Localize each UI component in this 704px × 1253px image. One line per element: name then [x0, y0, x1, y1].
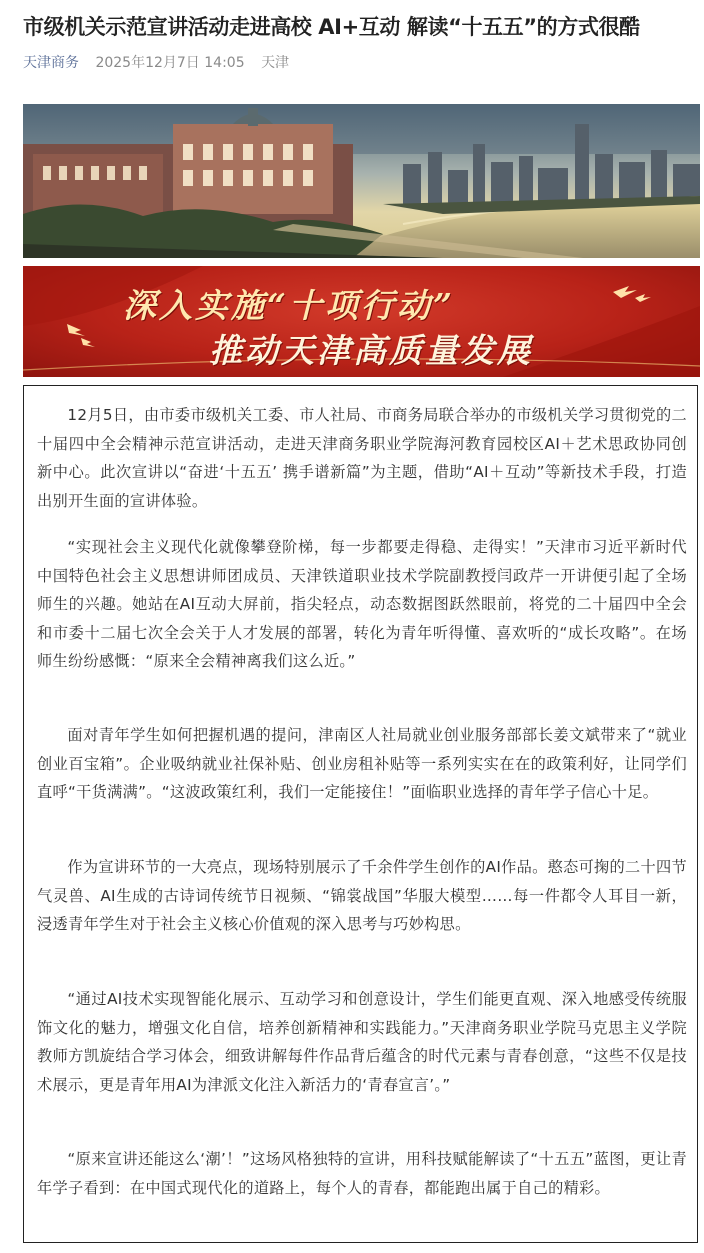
source-account-link[interactable]: 天津商务 [23, 55, 79, 71]
theme-banner [23, 266, 700, 377]
body-paragraph: “实现社会主义现代化就像攀登阶梯，每一步都要走得稳、走得实！”天津市习近平新时代中国特色社会主义思想讲师团成员、天津铁道职业技术学院副教授闫政芹一开讲便引起了全场师生的兴趣。她站在AI互动大屏前，指尖轻点，动态数据图跃然眼前，将党的二十届四中全会和市委十二届七次全会关于人才发展的部署，转化为青年听得懂、喜欢听的“成长攻略”。在场师生纷纷感慨：“原来全会精神离我们这么近。” [37, 538, 687, 670]
article-meta [23, 53, 301, 73]
tianjin-riverside-photo [23, 104, 700, 258]
riverside-illustration [23, 104, 700, 258]
body-paragraph: “通过AI技术实现智能化展示、互动学习和创意设计，学生们能更直观、深入地感受传统服饰文化的魅力，增强文化自信，培养创新精神和实践能力。”天津商务职业学院马克思主义学院教师方凯旋结合学习体会，细致讲解每件作品背后蕴含的时代元素与青春创意，“这些不仅是技术展示，更是青年用AI为津派文化注入新活力的‘青春宣言’。” [37, 990, 687, 1094]
body-paragraph: 作为宣讲环节的一大亮点，现场特别展示了千余件学生创作的AI作品。憨态可掬的二十四节气灵兽、AI生成的古诗词传统节日视频、“锦裳战国”华服大模型……每一件都令人耳目一新，浸透青年学生对于社会主义核心价值观的深入思考与巧妙构思。 [37, 858, 687, 933]
banner-headline: 深入实施“十项行动” [123, 286, 455, 325]
publish-datetime: 2025年12月7日 14:05 [95, 55, 245, 71]
body-paragraph: “原来宣讲还能这么‘潮’！”这场风格独特的宣讲，用科技赋能解读了“十五五”蓝图，更让青年学子看到：在中国式现代化的道路上，每个人的青春，都能跑出属于自己的精彩。 [37, 1150, 687, 1197]
article-title: 市级机关示范宣讲活动走进高校 AI+互动 解读“十五五”的方式很酷 [23, 15, 640, 39]
banner-subheadline: 推动天津高质量发展 [209, 331, 533, 370]
article-body [23, 385, 698, 1243]
publish-location: 天津 [261, 55, 290, 71]
body-paragraph: 面对青年学生如何把握机遇的提问，津南区人社局就业创业服务部部长姜文斌带来了“就业创业百宝箱”。企业吸纳就业社保补贴、创业房租补贴等一系列实实在在的政策利好，让同学们直呼“干货满满”。“这波政策红利，我们一定能接住！”面临职业选择的青年学子信心十足。 [37, 726, 687, 801]
body-paragraph: 12月5日，由市委市级机关工委、市人社局、市商务局联合举办的市级机关学习贯彻党的二十届四中全会精神示范宣讲活动，走进天津商务职业学院海河教育园校区AI＋艺术思政协同创新中心。此次宣讲以“奋进‘十五五’ 携手谱新篇”为主题，借助“AI＋互动”等新技术手段，打造出别开生面的宣讲体验。 [37, 406, 687, 510]
